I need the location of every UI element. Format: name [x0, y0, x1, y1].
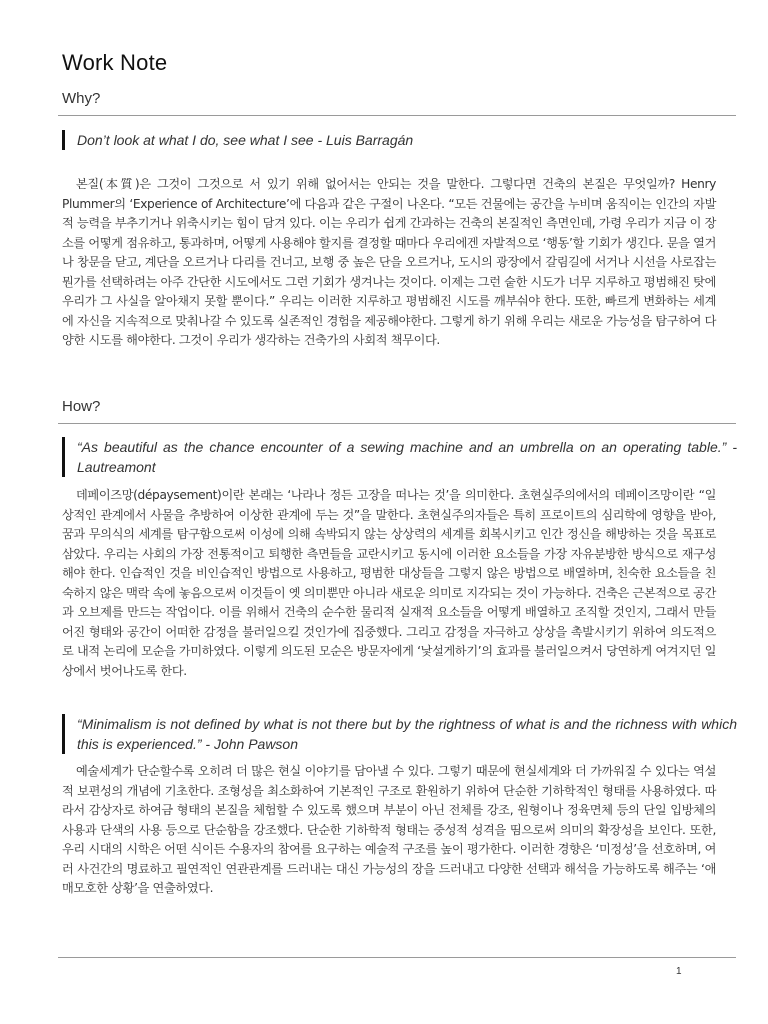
- quote-lautreamont: “As beautiful as the chance encounter of a sewing machine and an umbrella on an operating table.” - Lautreamont: [62, 437, 737, 477]
- paragraph-why: 본질(本質)은 그것이 그것으로 서 있기 위해 없어서는 안되는 것을 말한다. 그렇다면 건축의 본질은 무엇일까? Henry Plummer의 ‘Experience of Architecture’에 다음과 같은 구절이 나온다. “모든 건물에는 공간을 누비며 움직이는 인간의 자발적 능력을 부추기거나 위축시키는 힘이 담겨 있다. 이는 우리가 쉽게 간과하는 건축의 본질적인 측면인데, 가령 우리가 지금 이 장소를 어떻게 점유하고, 통과하며, 어떻게 사용해야 할지를 결정할 때마다 우리에겐 자발적으로 ‘행동’할 기회가 생긴다. 문을 열거나 창문을 닫고, 계단을 오르거나 다리를 건너고, 보행 중 높은 단을 오르거나, 도시의 광장에서 갈림길에 서거나 시선을 사로잡는 뭔가를 선택하려는 아주 간단한 시도에서도 그런 기회가 생겨나는 것이다. 이제는 그런 숱한 시도가 너무 지루하고 평범해진 탓에 우리가 그 사실을 알아채지 못할 뿐이다.” 우리는 이러한 지루하고 평범해진 시도를 깨부숴야 한다. 또한, 빠르게 변화하는 세계에 자신을 지속적으로 맞춰나갈 수 있도록 실존적인 경험을 제공해야한다. 그렇게 하기 위해 우리는 새로운 가능성을 탐구하여 다양한 시도를 해야한다. 그것이 우리가 생각하는 건축가의 사회적 책무이다.: [62, 177, 716, 347]
- quote-barragan: Don’t look at what I do, see what I see - Luis Barragán: [62, 130, 737, 150]
- page-number: 1: [676, 966, 682, 977]
- section-divider: [58, 423, 736, 424]
- section-heading-how: How?: [62, 398, 101, 415]
- footer-divider: [58, 957, 736, 958]
- section-divider: [58, 115, 736, 116]
- page-title: Work Note: [62, 50, 168, 75]
- quote-pawson: “Minimalism is not defined by what is not there but by the rightness of what is and the richness with which this is experienced.” - John Pawson: [62, 714, 737, 754]
- paragraph-minimalism: 예술세계가 단순할수록 오히려 더 많은 현실 이야기를 담아낼 수 있다. 그렇기 때문에 현실세계와 더 가까워질 수 있다는 역설적 보편성의 개념에 기초한다. 조형성을 최소화하여 기본적인 구조로 환원하기 위하여 단순한 기하학적인 형태를 사용하였다. 따라서 감상자로 하여금 형태의 본질을 체험할 수 있도록 했으며 부분이 아닌 전체를 강조, 원형이나 정육면체 등의 단일 입방체의 사용과 단색의 사용 등으로 단순함을 강조했다. 단순한 기하학적 형태는 중성적 성격을 띰으로써 의미의 확장성을 보인다. 또한, 우리 시대의 시학은 어떤 식이든 수용자의 참여를 요구하는 예술적 구조를 높이 평가한다. 이러한 경향은 ‘미정성’을 선호하며, 여러 사건간의 명료하고 필연적인 연관관계를 드러내는 대신 가능성의 장을 드러내고 다양한 선택과 해석을 가능하도록 해주는 ‘애매모호한 상황’을 연출하였다.: [62, 764, 716, 895]
- paragraph-depaysement: 데페이즈망(dépaysement)이란 본래는 ‘나라나 정든 고장을 떠나는 것’을 의미한다. 초현실주의에서의 데페이즈망이란 “일상적인 관계에서 사물을 추방하여 이상한 관계에 두는 것”을 말한다. 초현실주의자들은 특히 프로이트의 심리학에 영향을 받아, 꿈과 무의식의 세계를 탐구함으로써 이성에 의해 속박되지 않는 상상력의 세계를 회복시키고 인간 정신을 해방하는 것을 목표로 삼았다. 우리는 사회의 가장 전통적이고 퇴행한 측면들을 교란시키고 동시에 이러한 요소들을 가장 자유분방한 방식으로 재구성해야 한다. 인습적인 것을 비인습적인 방법으로 사용하고, 평범한 대상들을 그렇지 않은 방법으로 배열하며, 친숙한 요소들을 친숙하지 않은 맥락 속에 놓음으로써 이것들이 옛 의미뿐만 아니라 새로운 의미로 지각되는 것이 가능하다. 건축은 근본적으로 공간과 오브제를 만드는 작업이다. 이를 위해서 건축의 순수한 물리적 실재적 요소들을 어떻게 배열하고 조직할 것인지, 그래서 만들어진 형태와 공간이 어떠한 감정을 불러일으킬 것인가에 집중했다. 그리고 감정을 자극하고 상상을 촉발시키기 위하여 의도적으로 내적 논리에 모순을 가미하였다. 이렇게 의도된 모순은 방문자에게 ‘낯설게하기’의 효과를 불러일으켜서 당연하게 여겨지던 일상에서 벗어나도록 한다.: [62, 488, 716, 678]
- section-heading-why: Why?: [62, 90, 101, 107]
